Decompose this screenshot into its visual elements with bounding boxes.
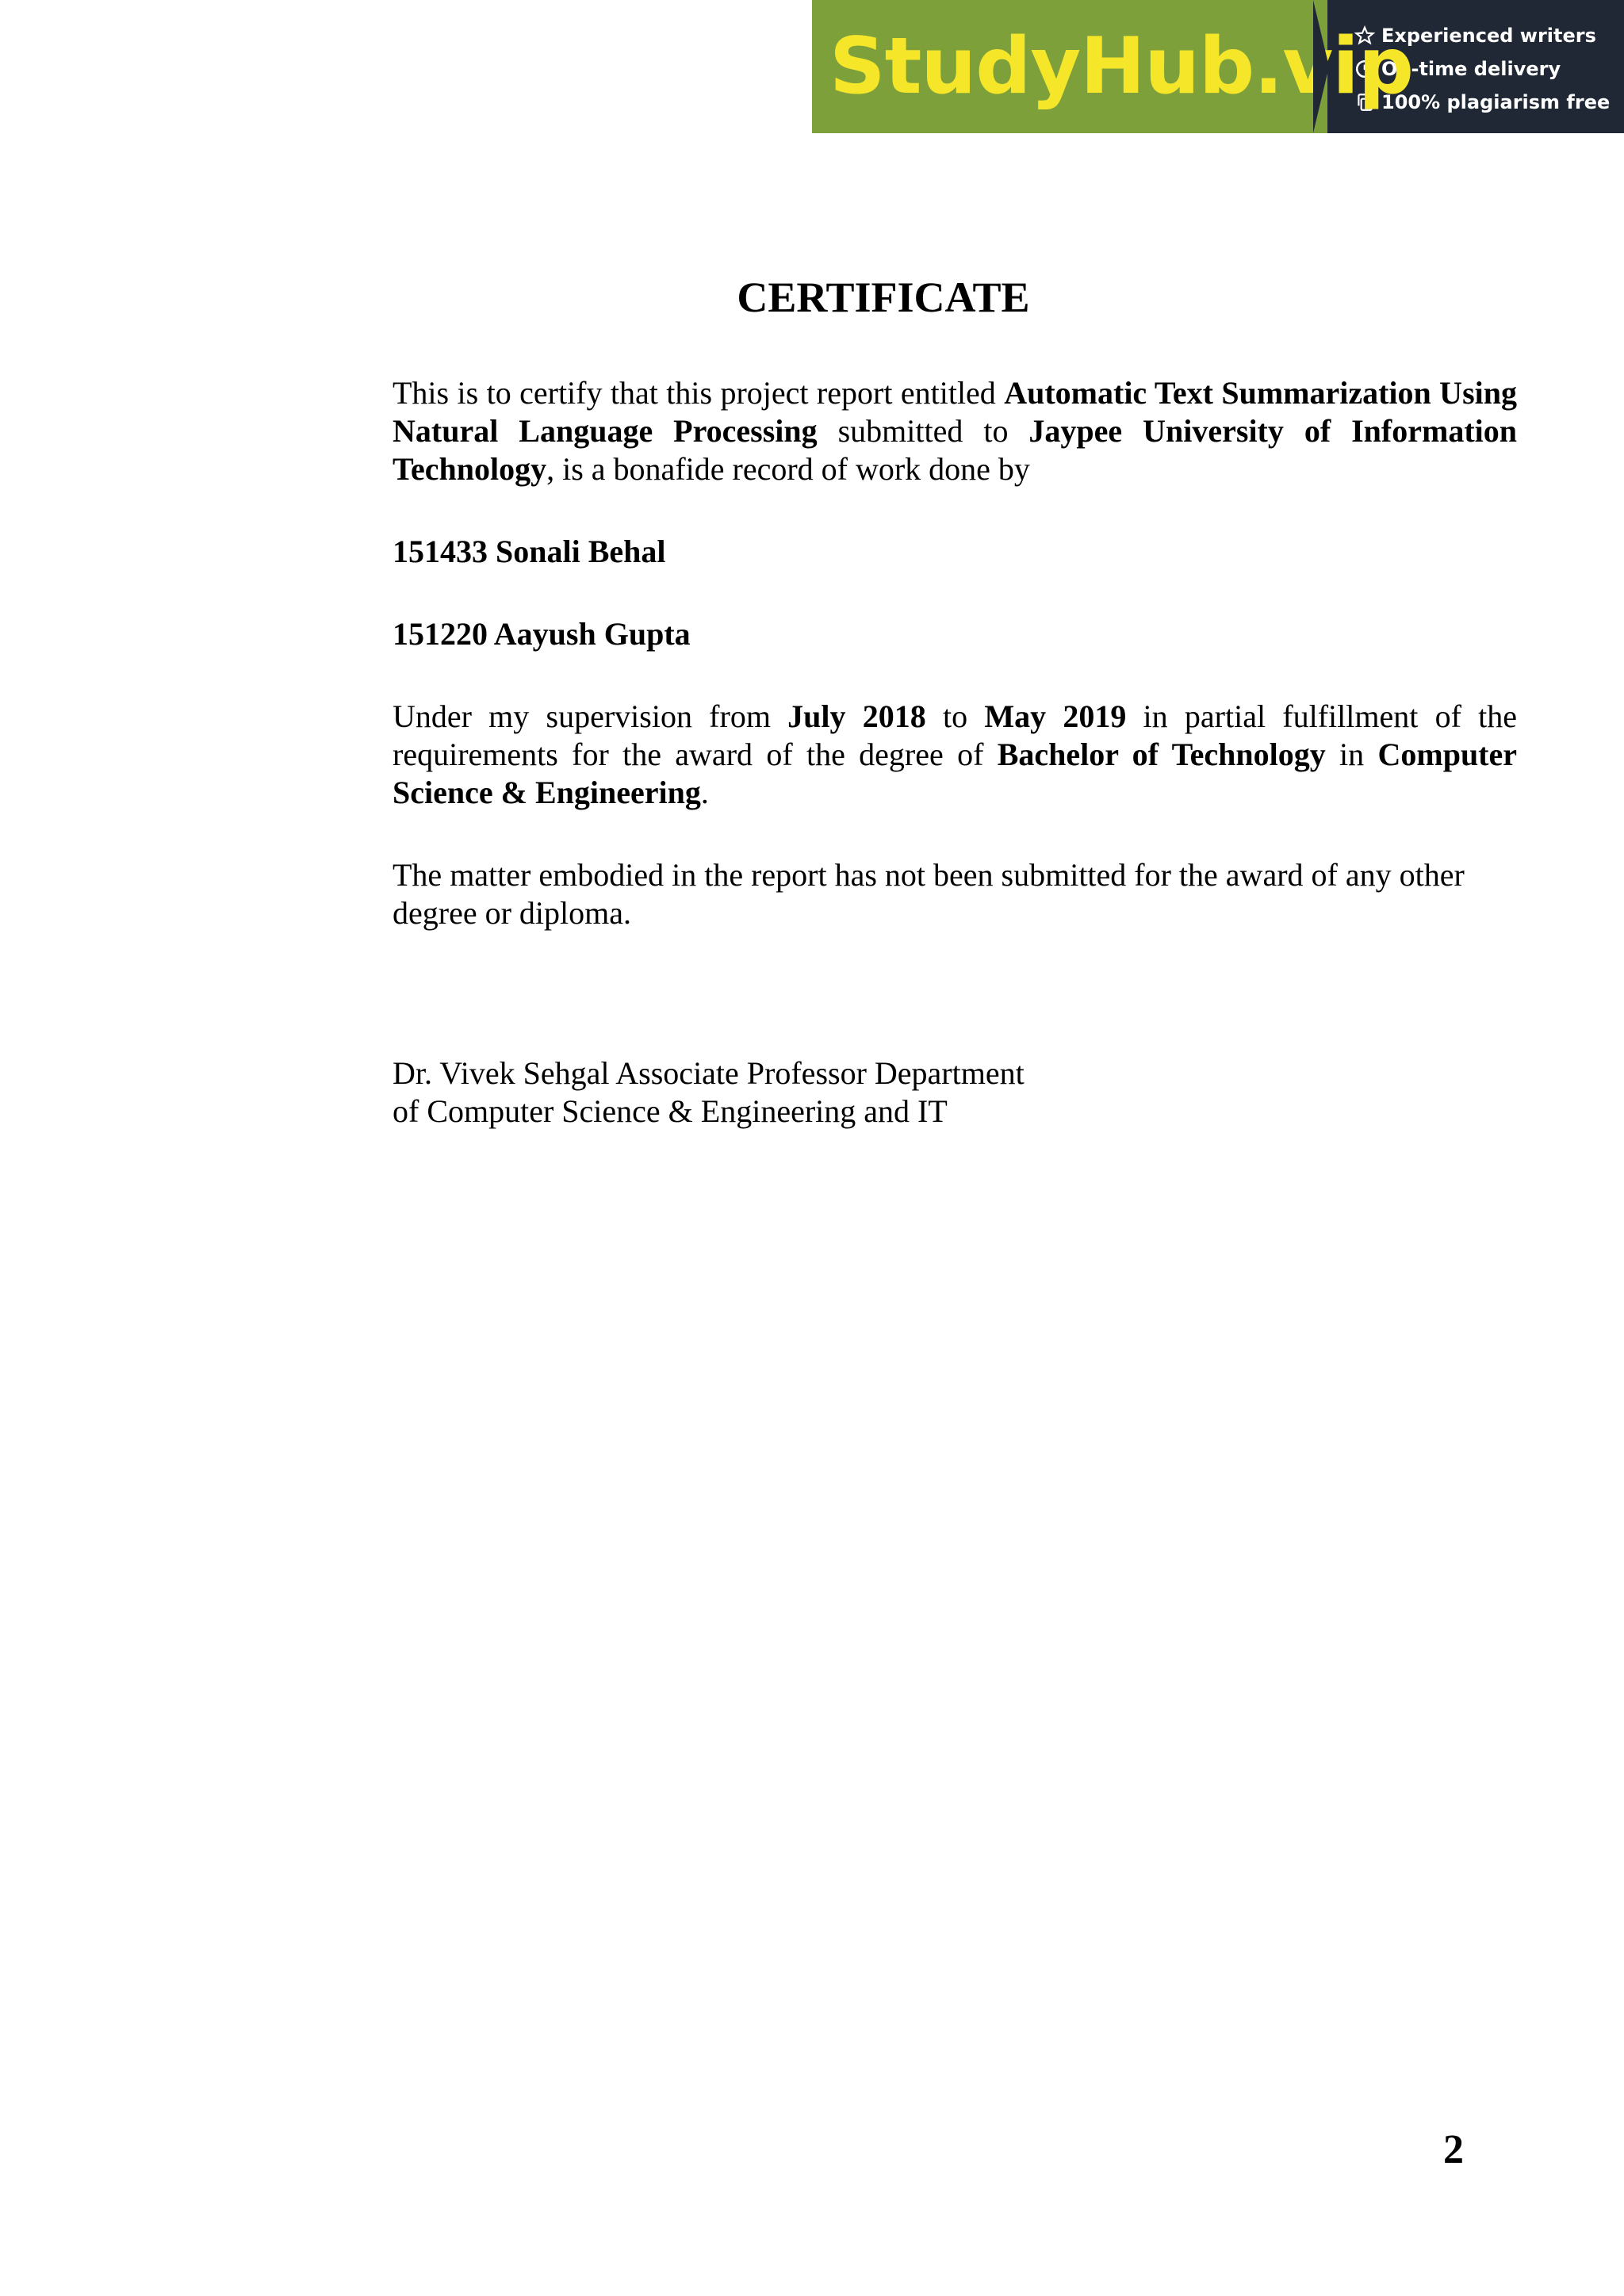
supervisor-signature-block	[393, 1054, 1517, 1131]
student-1: 151433 Sonali Behal	[393, 534, 666, 569]
brand-logo-text: StudyHub.vip	[829, 21, 1414, 112]
period-text: .	[700, 775, 709, 810]
degree-name: Bachelor of Technology	[997, 737, 1326, 772]
matter-line-2: degree or diploma.	[393, 895, 631, 931]
page-number: 2	[1443, 2127, 1464, 2172]
university-name: Jaypee University of Information Technology	[393, 413, 1517, 487]
banner-divider-arrow	[1313, 0, 1329, 133]
certificate-title: CERTIFICATE	[737, 274, 1030, 321]
certify-paragraph	[393, 374, 1517, 488]
in-text: in	[1325, 737, 1378, 772]
bonafide-text: , is a bonafide record of work done by	[546, 451, 1030, 487]
matter-line-1: The matter embodied in the report has not been submitted for the award of any other	[393, 857, 1465, 893]
supervision-text: Under my supervision from	[393, 698, 788, 734]
student-2: 151220 Aayush Gupta	[393, 616, 691, 652]
feature-label: On-time delivery	[1381, 58, 1561, 80]
to-text: to	[925, 698, 985, 734]
feature-label: Experienced writers	[1381, 25, 1596, 47]
end-date: May 2019	[984, 698, 1127, 734]
supervision-paragraph	[393, 698, 1517, 812]
banner-brand-panel	[812, 0, 1414, 133]
feature-label: 100% plagiarism free	[1381, 91, 1611, 113]
submitted-to-text: submitted to	[817, 413, 1029, 449]
studyhub-banner[interactable]	[812, 0, 1624, 133]
matter-paragraph	[393, 856, 1517, 932]
supervisor-line-2: of Computer Science & Engineering and IT	[393, 1093, 948, 1129]
project-title: Automatic Text Summarization Using Natural Language Processing	[393, 375, 1517, 449]
fulfillment-text: in partial fulfillment of the requirements for the award of the degree of	[393, 698, 1518, 772]
supervisor-line-1: Dr. Vivek Sehgal Associate Professor Department	[393, 1055, 1025, 1091]
start-date: July 2018	[787, 698, 926, 734]
certify-text: This is to certify that this project report entitled	[393, 375, 1005, 411]
branch-name: Computer Science & Engineering	[393, 737, 1518, 810]
